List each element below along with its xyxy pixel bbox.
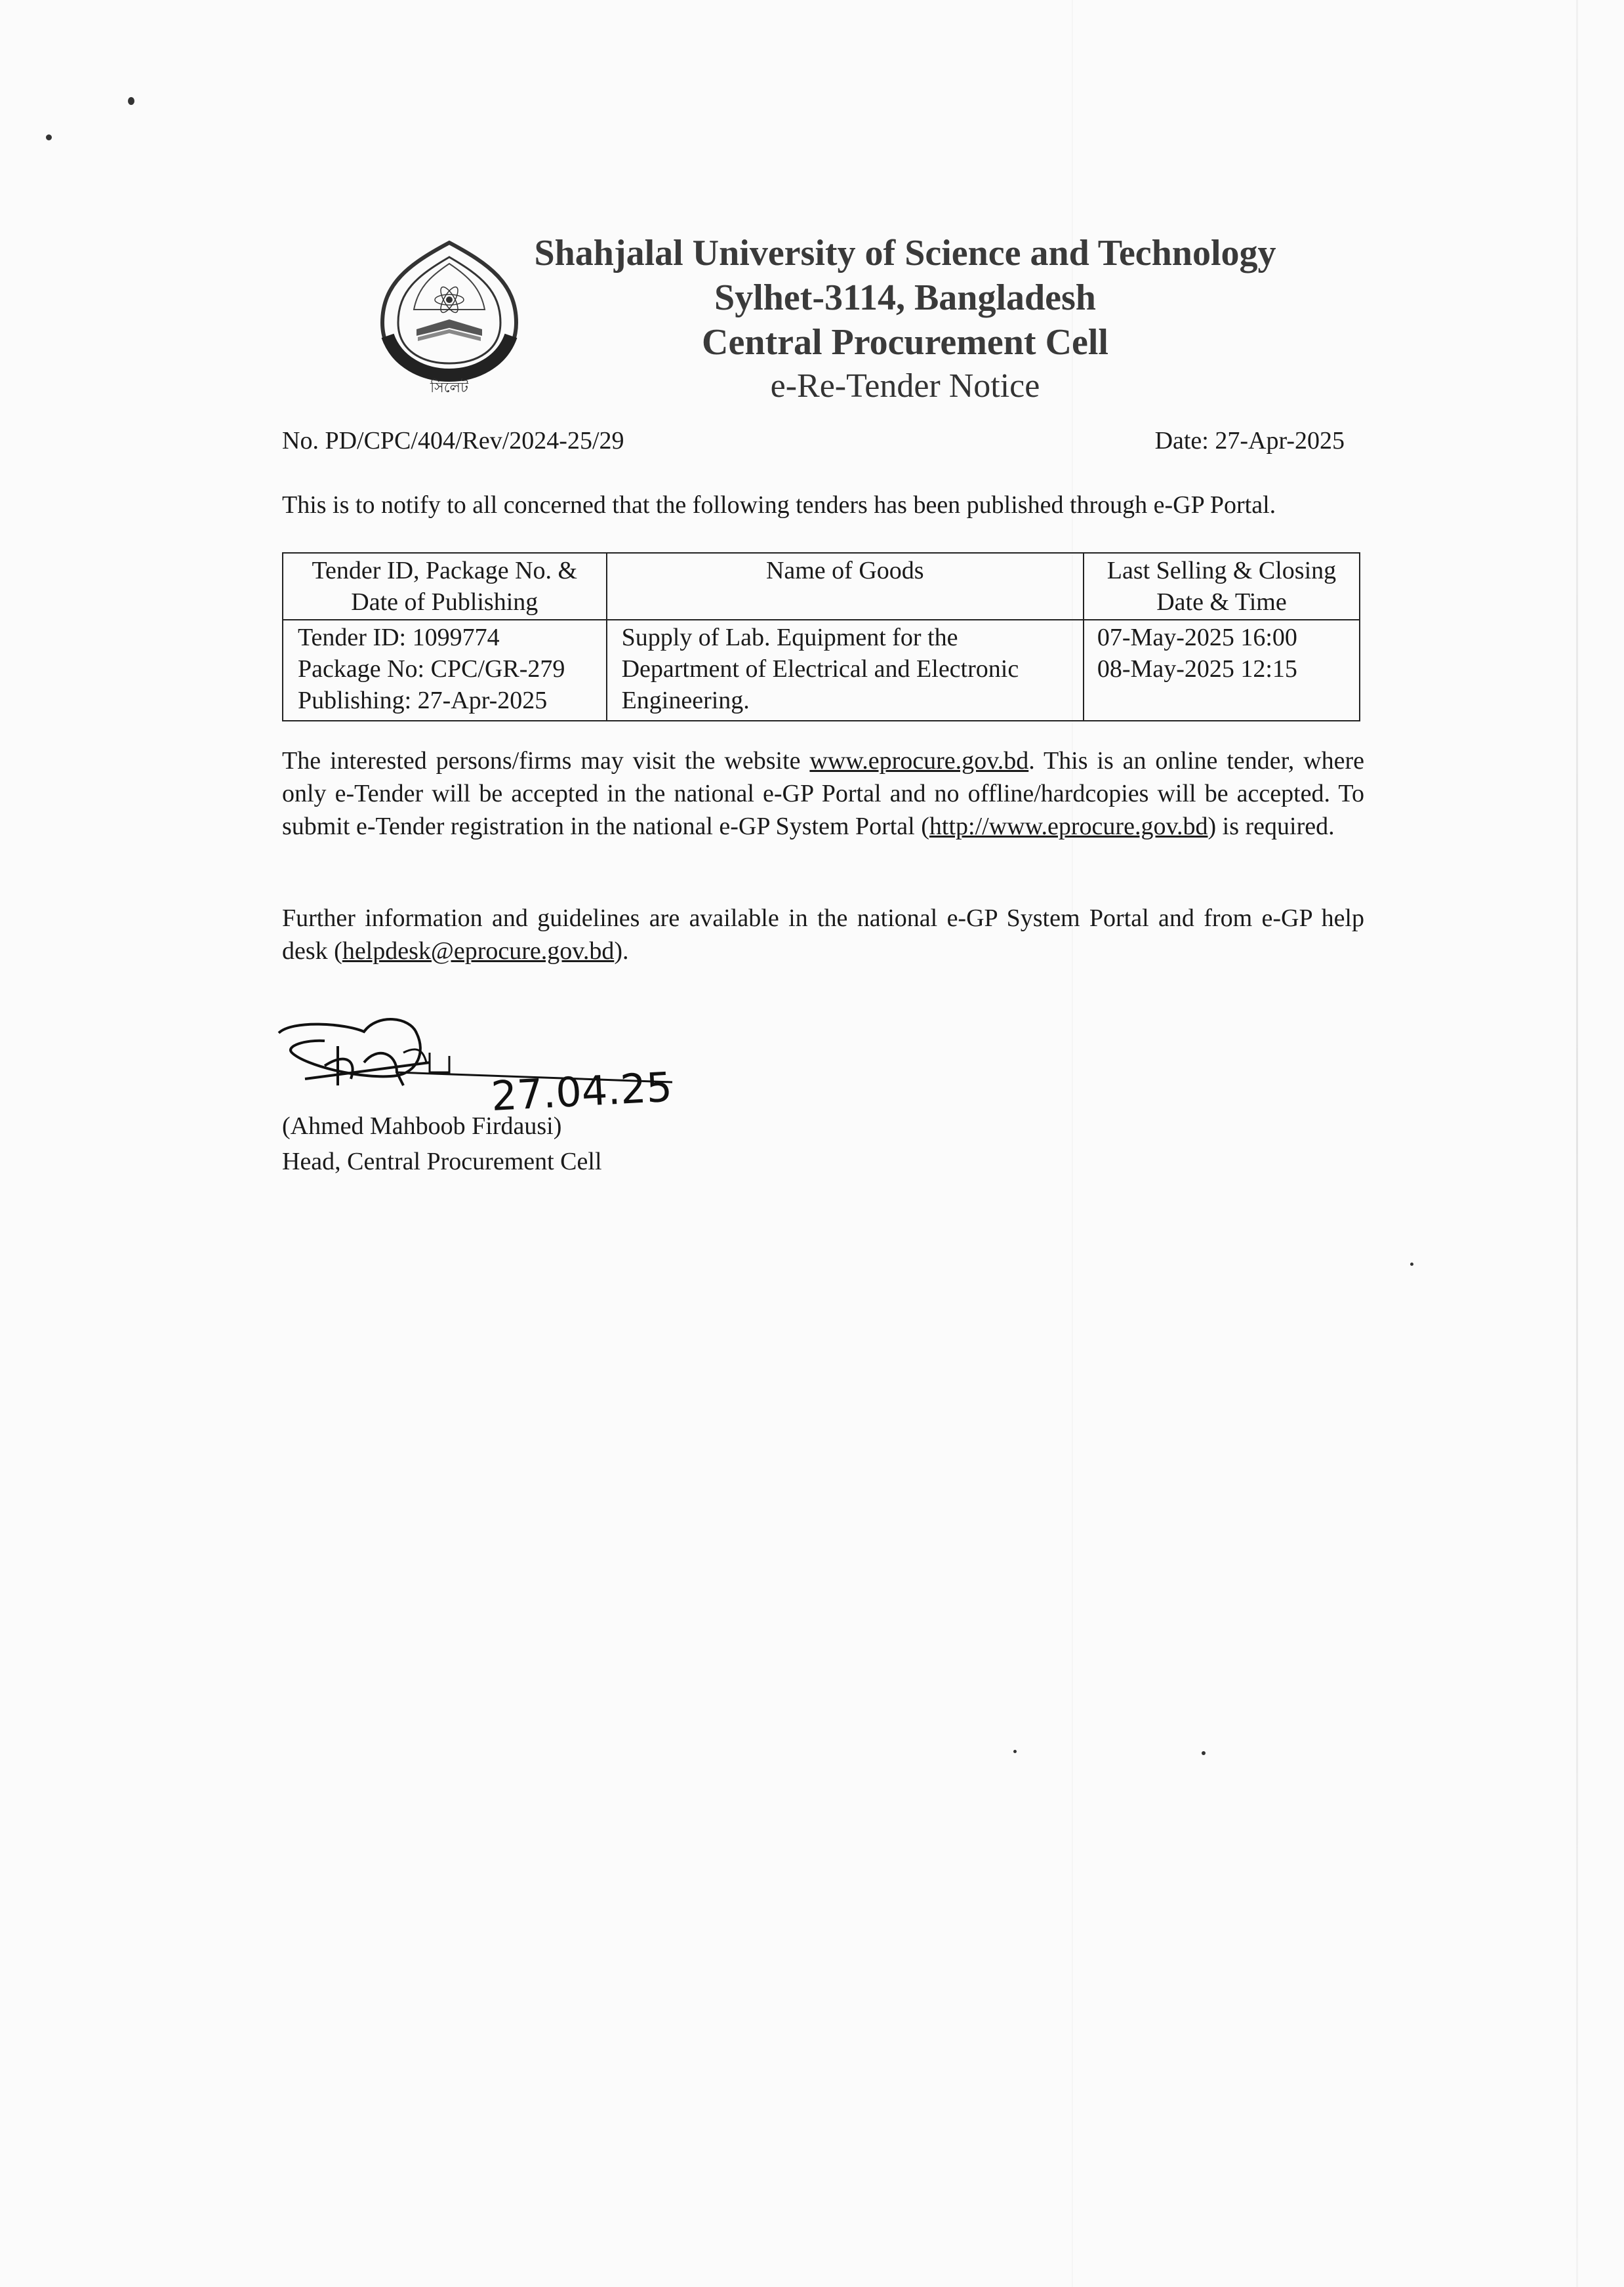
package-no: Package No: CPC/GR-279: [298, 655, 565, 683]
para-text: The interested persons/firms may visit the website: [282, 747, 810, 775]
scan-speck: [1013, 1750, 1017, 1753]
tender-info-cell: [283, 620, 607, 721]
table-header-row: [283, 553, 1360, 620]
goods-name-cell: Supply of Lab. Equipment for the Department of Electrical and Electronic Engineering.: [607, 620, 1084, 721]
closing-date: 08-May-2025 12:15: [1097, 655, 1297, 683]
helpdesk-email-link[interactable]: helpdesk@eprocure.gov.bd: [342, 937, 615, 965]
scan-speck: [128, 97, 134, 105]
eprocure-website-link[interactable]: www.eprocure.gov.bd: [809, 747, 1029, 775]
dates-cell: [1084, 620, 1360, 721]
reference-line: [282, 426, 1345, 455]
signatory-block: [282, 1108, 602, 1179]
university-logo: [371, 237, 528, 395]
scan-edge-shadow: [1576, 0, 1578, 2287]
intro-paragraph: This is to notify to all concerned that the following tenders has been published through e-GP Portal.: [282, 491, 1276, 519]
para-text: Further information and guidelines are available in the national e-GP System Portal and from e-GP help desk (: [282, 904, 1364, 965]
reference-number: No. PD/CPC/404/Rev/2024-25/29: [282, 427, 624, 455]
tender-table: [282, 552, 1360, 721]
scan-speck: [1202, 1751, 1206, 1755]
letterhead: [505, 231, 1305, 408]
signatory-designation: Head, Central Procurement Cell: [282, 1148, 602, 1175]
logo-bottom-text: সিলেট: [430, 380, 469, 395]
signatory-name: (Ahmed Mahboob Firdausi): [282, 1112, 562, 1140]
column-header: Name of Goods: [607, 553, 1084, 620]
tender-id: Tender ID: 1099774: [298, 624, 500, 651]
para-text: ) is required.: [1208, 813, 1335, 840]
column-header: Last Selling & Closing Date & Time: [1084, 553, 1360, 620]
university-name: Shahjalal University of Science and Technology: [534, 233, 1276, 273]
university-address: Sylhet-3114, Bangladesh: [714, 277, 1096, 318]
para-text: . This is an online tender, where only e-Tender will be accepted in the national e-GP Portal and no offline/hardcopies will be accepted. To submit e-Tender registration in the national e-GP System Portal (: [282, 747, 1364, 840]
notice-date: Date: 27-Apr-2025: [1154, 427, 1345, 455]
helpdesk-paragraph: [282, 902, 1364, 967]
last-selling-date: 07-May-2025 16:00: [1097, 624, 1297, 651]
publishing-date: Publishing: 27-Apr-2025: [298, 687, 548, 714]
notice-title: e-Re-Tender Notice: [770, 367, 1040, 405]
instructions-paragraph: [282, 744, 1364, 843]
para-text: ).: [614, 937, 629, 965]
office-name: Central Procurement Cell: [702, 322, 1108, 363]
table-row: [283, 620, 1360, 721]
eprocure-portal-link[interactable]: http://www.eprocure.gov.bd: [929, 813, 1208, 840]
scan-speck: [46, 134, 52, 140]
scan-speck: [1410, 1263, 1413, 1266]
column-header: Tender ID, Package No. & Date of Publishing: [283, 553, 607, 620]
signature-date: 27.04.25: [489, 1063, 674, 1120]
